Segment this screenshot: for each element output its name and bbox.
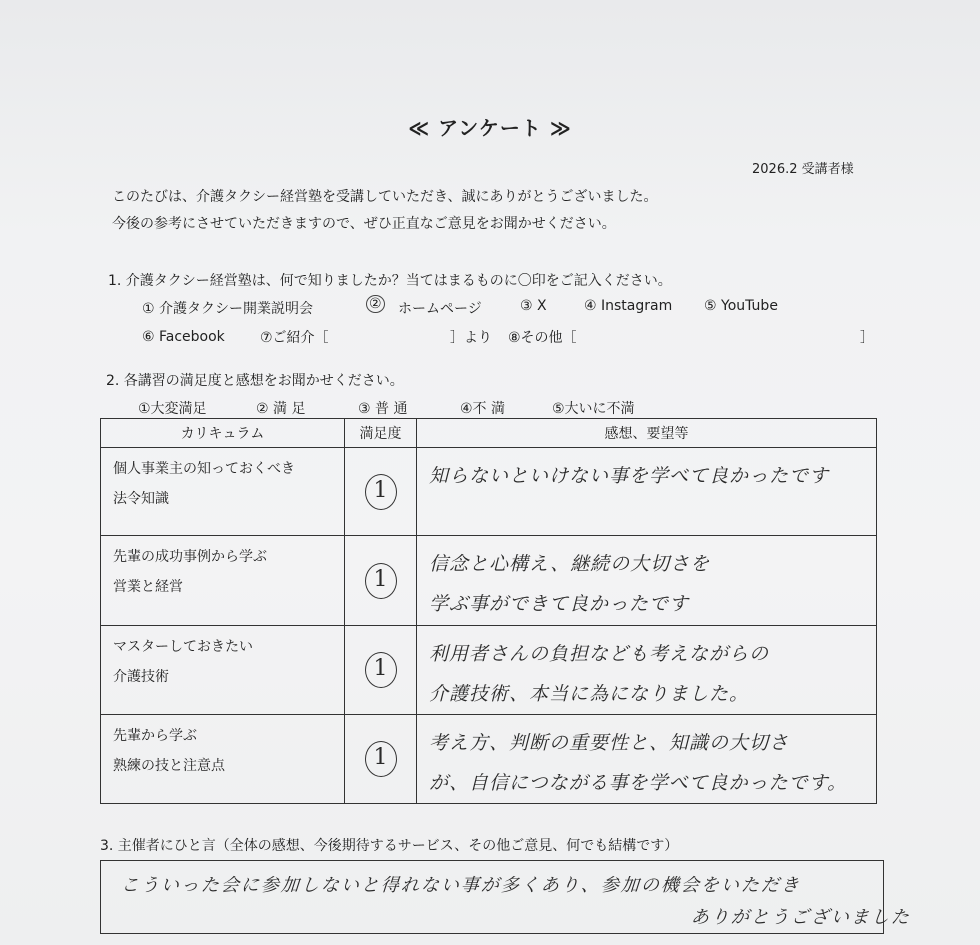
curriculum-line: 営業と経営 xyxy=(113,579,183,595)
curriculum-table xyxy=(100,418,877,804)
curriculum-line: 法令知識 xyxy=(113,491,169,507)
q1-option-2-label: ホームページ xyxy=(398,301,482,317)
curriculum-cell xyxy=(101,536,345,626)
comment-cell xyxy=(417,536,877,626)
curriculum-line: マスターしておきたい xyxy=(113,639,253,655)
scale-1: ①大変満足 xyxy=(138,401,207,417)
q3-answer-line-1: こういった会に参加しないと得れない事が多くあり、参加の機会をいただき xyxy=(120,875,802,896)
comment-line: 考え方、判断の重要性と、知識の大切さ xyxy=(429,732,790,754)
q1-question: 1. 介護タクシー経営塾は、何で知りましたか？当てはまるものに〇印をご記入ください。 xyxy=(108,273,672,289)
curriculum-line: 介護技術 xyxy=(113,669,169,685)
comment-cell xyxy=(417,448,877,536)
curriculum-line: 先輩の成功事例から学ぶ xyxy=(113,549,267,565)
comment-cell xyxy=(417,626,877,715)
rating-value: 1 xyxy=(365,652,397,688)
scale-3: ③ 普 通 xyxy=(358,401,408,417)
comment-line: 知らないといけない事を学べて良かったです xyxy=(429,465,830,487)
table-row xyxy=(101,536,877,626)
scale-2: ② 満 足 xyxy=(256,401,306,417)
curriculum-cell xyxy=(101,715,345,804)
q1-option-5: ⑤ YouTube xyxy=(704,298,778,314)
intro-line-1: このたびは、介護タクシー経営塾を受講していただき、誠にありがとうございました。 xyxy=(112,189,658,205)
rating-value: 1 xyxy=(365,563,397,599)
q3-answer-line-2: ありがとうございました xyxy=(690,907,912,928)
q1-option-8: ⑧その他［ xyxy=(508,330,577,346)
comment-line: 介護技術、本当に為になりました。 xyxy=(429,683,750,705)
rating-cell xyxy=(345,626,417,715)
scale-5: ⑤大いに不満 xyxy=(552,401,635,417)
rating-cell xyxy=(345,536,417,626)
q1-option-2-number: ② xyxy=(366,295,385,313)
q2-question: 2. 各講習の満足度と感想をお聞かせください。 xyxy=(106,373,404,389)
curriculum-line: 先輩から学ぶ xyxy=(113,728,197,744)
curriculum-cell xyxy=(101,626,345,715)
header-curriculum: カリキュラム xyxy=(101,419,345,448)
rating-value: 1 xyxy=(365,474,397,510)
rating-cell xyxy=(345,448,417,536)
scale-4: ④不 満 xyxy=(460,401,506,417)
q1-option-1: ① 介護タクシー開業説明会 xyxy=(142,301,314,317)
curriculum-cell xyxy=(101,448,345,536)
header-comment: 感想、要望等 xyxy=(417,419,877,448)
q3-answer-box xyxy=(100,860,912,934)
q1-option-4: ④ Instagram xyxy=(584,298,673,314)
rating-value: 1 xyxy=(365,741,397,777)
table-row xyxy=(101,626,877,715)
table-header xyxy=(101,419,877,448)
q1-option-2-circled xyxy=(366,296,385,312)
comment-cell xyxy=(417,715,877,804)
page-title: ≪ アンケート ≫ xyxy=(408,116,572,140)
curriculum-line: 熟練の技と注意点 xyxy=(113,758,225,774)
q1-option-7: ⑦ご紹介［ xyxy=(260,330,329,346)
table-row xyxy=(101,448,877,536)
q1-option-7-suffix: ］より xyxy=(450,330,492,346)
q3-question: 3. 主催者にひと言（全体の感想、今後期待するサービス、その他ご意見、何でも結構です） xyxy=(100,838,679,854)
rating-cell xyxy=(345,715,417,804)
q1-option-3: ③ X xyxy=(520,298,547,314)
header-rating: 満足度 xyxy=(345,419,417,448)
intro-line-2: 今後の参考にさせていただきますので、ぜひ正直なご意見をお聞かせください。 xyxy=(112,216,616,232)
comment-line: 学ぶ事ができて良かったです xyxy=(429,593,690,615)
curriculum-line: 個人事業主の知っておくべき xyxy=(113,461,295,477)
comment-line: が、自信につながる事を学べて良かったです。 xyxy=(429,772,848,794)
q1-option-8-suffix: ］ xyxy=(860,330,874,346)
q1-option-6: ⑥ Facebook xyxy=(142,329,225,345)
date-recipient: 2026.2 受講者様 xyxy=(752,162,854,177)
comment-line: 利用者さんの負担なども考えながらの xyxy=(429,643,770,665)
comment-line: 信念と心構え、継続の大切さを xyxy=(429,553,711,575)
table-row xyxy=(101,715,877,804)
